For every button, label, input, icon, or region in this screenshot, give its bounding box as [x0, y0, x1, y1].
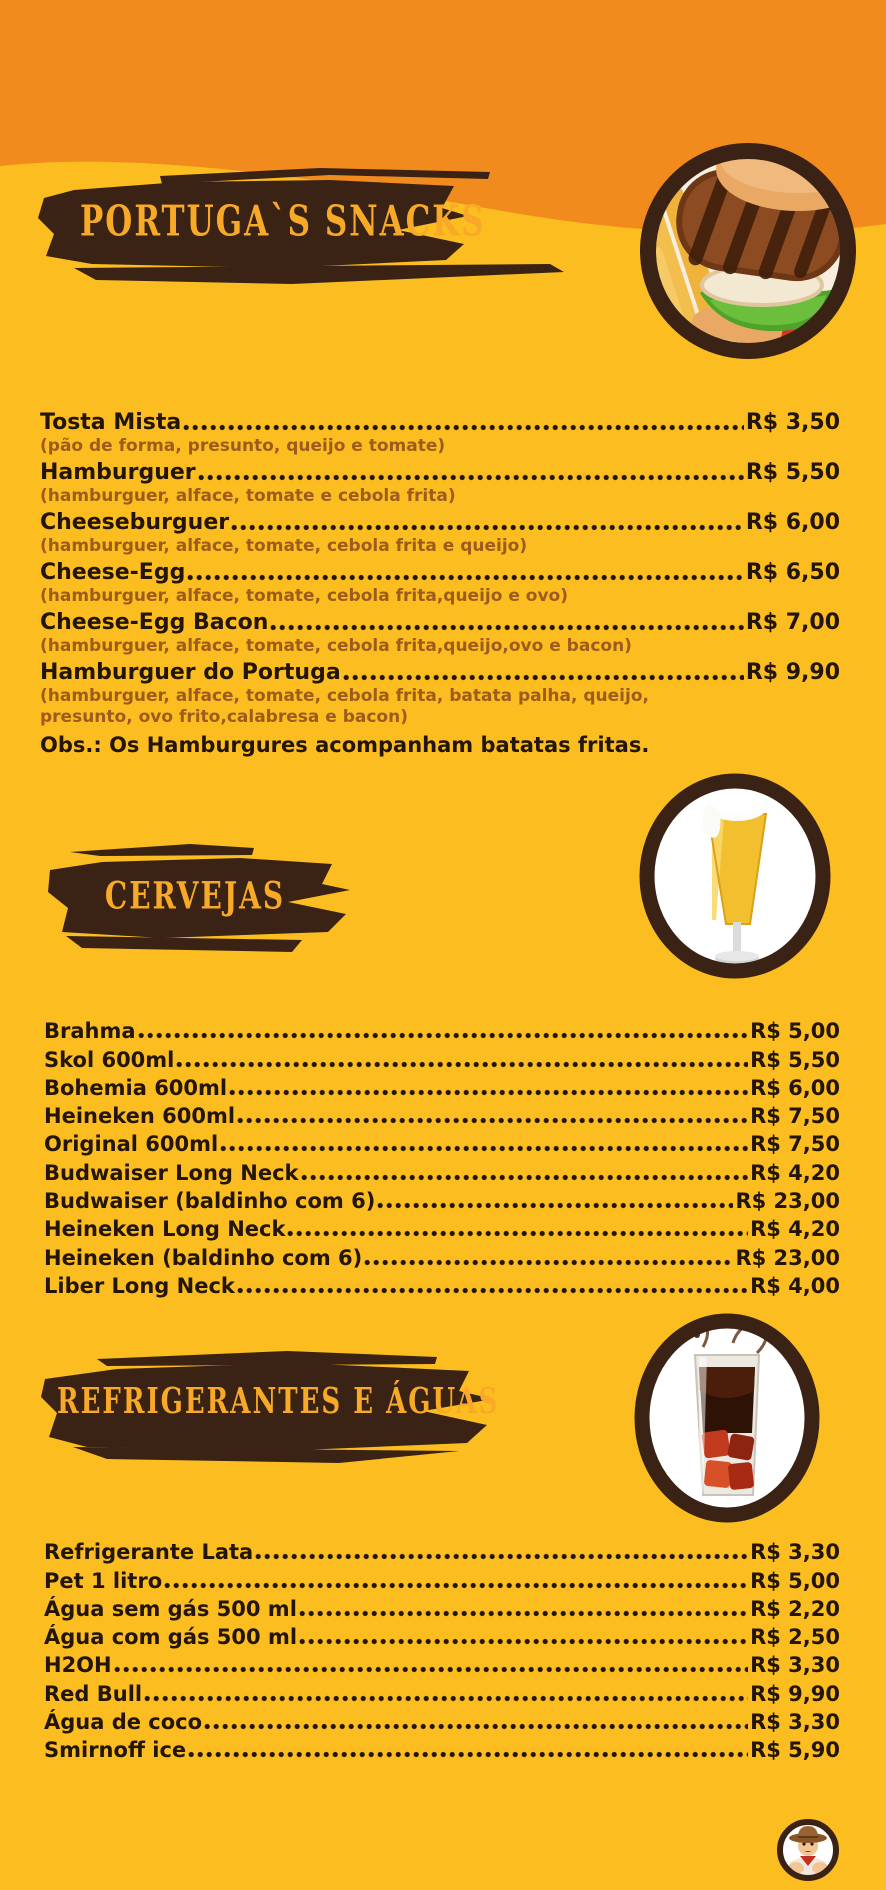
item-price: R$ 9,90	[750, 1681, 840, 1706]
item-price: R$ 5,90	[750, 1738, 840, 1763]
refrigerantes-item-list	[44, 1537, 840, 1763]
item-name: Refrigerante Lata	[44, 1540, 254, 1565]
cola-glass-photo	[633, 1313, 821, 1523]
dot-leader	[183, 423, 744, 432]
menu-item-row	[44, 1650, 840, 1678]
section-banner-snacks	[30, 158, 570, 293]
menu-item-row	[44, 1073, 840, 1101]
item-name: Heineken (baldinho com 6)	[44, 1245, 363, 1270]
item-name: Bohemia 600ml	[44, 1075, 228, 1100]
item-name: Cheese-Egg	[40, 560, 186, 585]
item-description: (hamburguer, alface, tomate, cebola frita,queijo,ovo e bacon)	[40, 636, 632, 656]
item-price: R$ 2,50	[750, 1625, 840, 1650]
item-name: Budwaiser Long Neck	[44, 1160, 299, 1185]
item-name: Pet 1 litro	[44, 1568, 163, 1593]
item-price: R$ 4,00	[750, 1273, 840, 1298]
dot-leader	[287, 1229, 748, 1238]
hamburger-illustration	[640, 143, 856, 359]
item-name: Hamburguer do Portuga	[40, 660, 341, 685]
cowboy-mascot-logo	[776, 1818, 840, 1882]
item-description: (hamburguer, alface, tomate, cebola frita e queijo)	[40, 536, 528, 556]
dot-leader	[188, 1750, 748, 1759]
section-title-refrigerantes: REFRIGERANTES E ÁGUAS	[57, 1381, 500, 1423]
menu-item-row	[44, 1735, 840, 1763]
dot-leader	[187, 573, 743, 582]
menu-item-row	[40, 458, 840, 486]
beer-glass-photo	[638, 772, 832, 980]
item-price: R$ 3,30	[750, 1540, 840, 1565]
item-name: Budwaiser (baldinho com 6)	[44, 1189, 376, 1214]
menu-item-row	[44, 1678, 840, 1706]
item-description: (hamburguer, alface, tomate, cebola frita,queijo e ovo)	[40, 586, 568, 606]
dot-leader	[198, 473, 744, 482]
menu-item-row	[40, 508, 840, 536]
item-name: Heineken Long Neck	[44, 1217, 286, 1242]
dot-leader	[343, 673, 744, 682]
menu-item-row	[40, 408, 840, 436]
dot-leader	[144, 1694, 748, 1703]
dot-leader	[299, 1609, 748, 1618]
cola-glass-illustration	[633, 1313, 821, 1523]
cowboy-mascot-illustration	[776, 1818, 840, 1882]
section-title-snacks: PORTUGA`S SNACKS	[80, 197, 486, 247]
item-price: R$ 5,00	[750, 1019, 840, 1044]
item-price: R$ 6,00	[745, 510, 840, 535]
hamburger-photo	[640, 143, 856, 359]
item-name: Cheeseburguer	[40, 510, 230, 535]
item-price: R$ 9,90	[745, 660, 840, 685]
item-price: R$ 5,50	[750, 1047, 840, 1072]
item-price: R$ 3,30	[750, 1653, 840, 1678]
dot-leader	[138, 1031, 749, 1040]
menu-item-row	[44, 1101, 840, 1129]
dot-leader	[237, 1286, 748, 1295]
item-description: (pão de forma, presunto, queijo e tomate)	[40, 436, 446, 456]
item-name: Cheese-Egg Bacon	[40, 610, 269, 635]
dot-leader	[229, 1088, 748, 1097]
section-title-cervejas: CERVEJAS	[104, 873, 286, 918]
item-price: R$ 7,50	[750, 1132, 840, 1157]
item-name: Água com gás 500 ml	[44, 1625, 298, 1650]
menu-item-row	[44, 1044, 840, 1072]
section-banner-cervejas	[40, 838, 352, 956]
dot-leader	[176, 1060, 748, 1069]
dot-leader	[364, 1258, 733, 1267]
dot-leader	[204, 1722, 748, 1731]
item-name: Skol 600ml	[44, 1047, 175, 1072]
menu-item-row	[44, 1214, 840, 1242]
item-name: Original 600ml	[44, 1132, 219, 1157]
cervejas-item-list	[44, 1016, 840, 1299]
item-price: R$ 2,20	[750, 1596, 840, 1621]
item-name: Smirnoff ice	[44, 1738, 187, 1763]
item-name: H2OH	[44, 1653, 112, 1678]
dot-leader	[270, 623, 743, 632]
dot-leader	[255, 1552, 748, 1561]
menu-item-row	[44, 1186, 840, 1214]
dot-leader	[377, 1201, 733, 1210]
menu-item-row	[40, 558, 840, 586]
item-price: R$ 7,00	[745, 610, 840, 635]
item-price: R$ 5,00	[750, 1568, 840, 1593]
menu-item-row	[44, 1129, 840, 1157]
dot-leader	[114, 1665, 748, 1674]
item-description: (hamburguer, alface, tomate e cebola frita)	[40, 486, 456, 506]
item-price: R$ 3,50	[745, 410, 840, 435]
item-name: Água de coco	[44, 1710, 203, 1735]
item-name: Heineken 600ml	[44, 1104, 236, 1129]
dot-leader	[164, 1581, 748, 1590]
item-price: R$ 23,00	[735, 1245, 840, 1270]
item-price: R$ 6,50	[745, 560, 840, 585]
menu-item-row	[40, 608, 840, 636]
menu-item-row	[44, 1271, 840, 1299]
item-price: R$ 4,20	[750, 1217, 840, 1242]
item-price: R$ 7,50	[750, 1104, 840, 1129]
menu-item-row	[44, 1565, 840, 1593]
menu-item-row	[44, 1594, 840, 1622]
item-name: Hamburguer	[40, 460, 196, 485]
item-name: Água sem gás 500 ml	[44, 1596, 297, 1621]
item-price: R$ 4,20	[750, 1160, 840, 1185]
item-price: R$ 3,30	[750, 1710, 840, 1735]
item-price: R$ 5,50	[745, 460, 840, 485]
beer-glass-illustration	[638, 772, 832, 980]
item-name: Tosta Mista	[40, 410, 182, 435]
menu-item-row	[44, 1242, 840, 1270]
dot-leader	[237, 1116, 748, 1125]
menu-item-row	[40, 658, 840, 686]
dot-leader	[299, 1637, 748, 1646]
item-price: R$ 6,00	[750, 1075, 840, 1100]
item-name: Red Bull	[44, 1681, 143, 1706]
item-description: (hamburguer, alface, tomate, cebola frita, batata palha, queijo, presunto, ovo frito,calabresa e bacon)	[40, 686, 649, 727]
menu-item-row	[44, 1707, 840, 1735]
menu-item-row	[44, 1157, 840, 1185]
section-banner-refrigerantes	[35, 1345, 505, 1467]
item-name: Brahma	[44, 1019, 136, 1044]
item-name: Liber Long Neck	[44, 1273, 235, 1298]
dot-leader	[220, 1144, 748, 1153]
section-note: Obs.: Os Hamburgures acompanham batatas fritas.	[40, 733, 650, 757]
dot-leader	[231, 523, 744, 532]
dot-leader	[301, 1173, 749, 1182]
menu-item-row	[44, 1537, 840, 1565]
snacks-item-list	[40, 408, 840, 757]
item-price: R$ 23,00	[735, 1189, 840, 1214]
menu-item-row	[44, 1016, 840, 1044]
menu-item-row	[44, 1622, 840, 1650]
